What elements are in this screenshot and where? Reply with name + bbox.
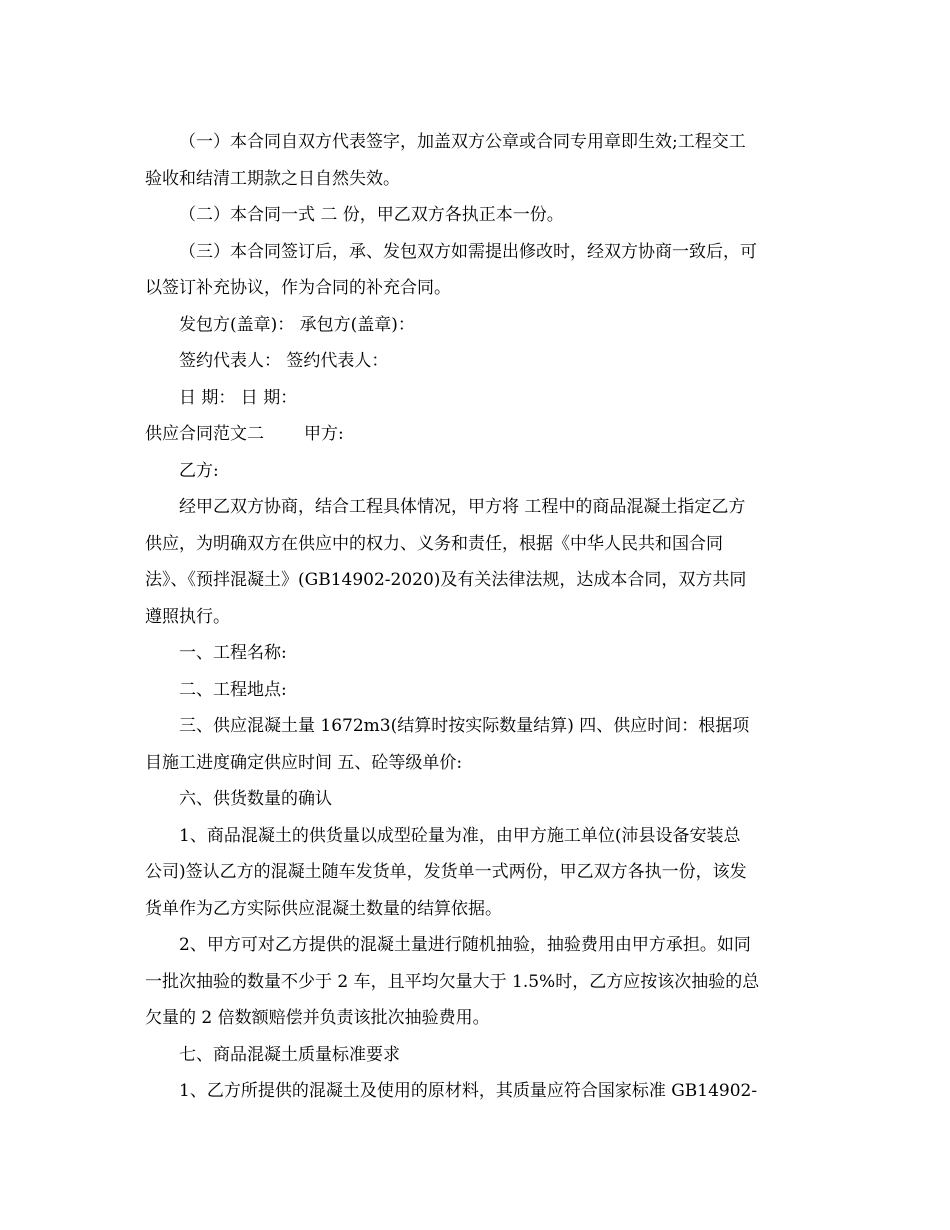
quantity-clause-2-line-2: 一批次抽验的数量不少于 2 车，且平均欠量大于 1.5%时，乙方应按该次抽验的总 [145,971,760,992]
section-2-heading-row [145,416,813,453]
quantity-clause-2-line-3: 欠量的 2 倍数额赔偿并负责该批次抽验费用。 [145,1008,490,1028]
quantity-heading: 六、供货数量的确认 [179,789,332,809]
document-body [145,124,813,1110]
party-a-label: 甲方: [304,424,344,444]
quantity-clause-1-line-2: 公司)签认乙方的混凝土随车发货单，发货单一式两份，甲乙双方各执一份，该发 [145,862,747,882]
quantity-clause-1 [145,818,813,928]
preamble-line-2: 供应，为明确双方在供应中的权力、义务和责任，根据《中华人民共和国合同 [145,533,723,554]
clause-2-line-1: （二）本合同一式 二 份，甲乙双方各执正本一份。 [179,205,564,225]
clause-3 [145,234,813,307]
quality-clause-1-line-1: 1、乙方所提供的混凝土及使用的原材料，其质量应符合国家标准 GB14902- [179,1081,758,1101]
clause-3-line-2: 以签订补充协议，作为合同的补充合同。 [145,278,451,298]
clause-1 [145,124,813,197]
quantity-clause-1-line-3: 货单作为乙方实际供应混凝土数量的结算依据。 [145,898,502,919]
preamble-line-1: 经甲乙双方协商，结合工程具体情况，甲方将 工程中的商品混凝土指定乙方 [179,497,746,517]
quality-heading: 七、商品混凝土质量标准要求 [179,1044,400,1065]
signature-representatives: 签约代表人： 签约代表人： [179,351,389,371]
signature-dates: 日 期： 日 期： [179,387,298,408]
preamble-line-4: 遵照执行。 [145,606,230,627]
quality-clause-1 [145,1073,813,1110]
quantity-clause-2 [145,927,813,1037]
quantity-clause-2-line-1: 2、甲方可对乙方提供的混凝土量进行随机抽验，抽验费用由甲方承担。如同 [179,935,751,955]
item-supply [145,708,813,781]
clause-3-line-1: （三）本合同签订后，承、发包双方如需提出修改时，经双方协商一致后，可 [179,241,757,262]
item-supply-line-1: 三、供应混凝土量 1672m3(结算时按实际数量结算) 四、供应时间：根据项 [179,716,750,736]
item-project-site: 二、工程地点: [179,679,287,700]
clause-1-line-2: 验收和结清工期款之日自然失效。 [145,168,400,189]
quantity-clause-1-line-1: 1、商品混凝土的供货量以成型砼量为准，由甲方施工单位(沛县设备安装总 [179,825,741,846]
party-b-label: 乙方: [179,460,219,481]
item-supply-line-2: 目施工进度确定供应时间 五、砼等级单价: [145,752,463,773]
preamble-line-3: 法》、《预拌混凝土》(GB14902-2020)及有关法律法规，达成本合同，双方共同 [145,570,747,590]
preamble [145,489,813,635]
clause-1-line-1: （一）本合同自双方代表签字，加盖双方公章或合同专用章即生效;工程交工 [179,132,746,152]
section-2-title: 供应合同范文二 [145,424,264,444]
clause-2 [145,197,813,234]
item-project-name: 一、工程名称: [179,643,287,663]
signature-parties: 发包方(盖章)： 承包方(盖章)： [179,314,415,335]
